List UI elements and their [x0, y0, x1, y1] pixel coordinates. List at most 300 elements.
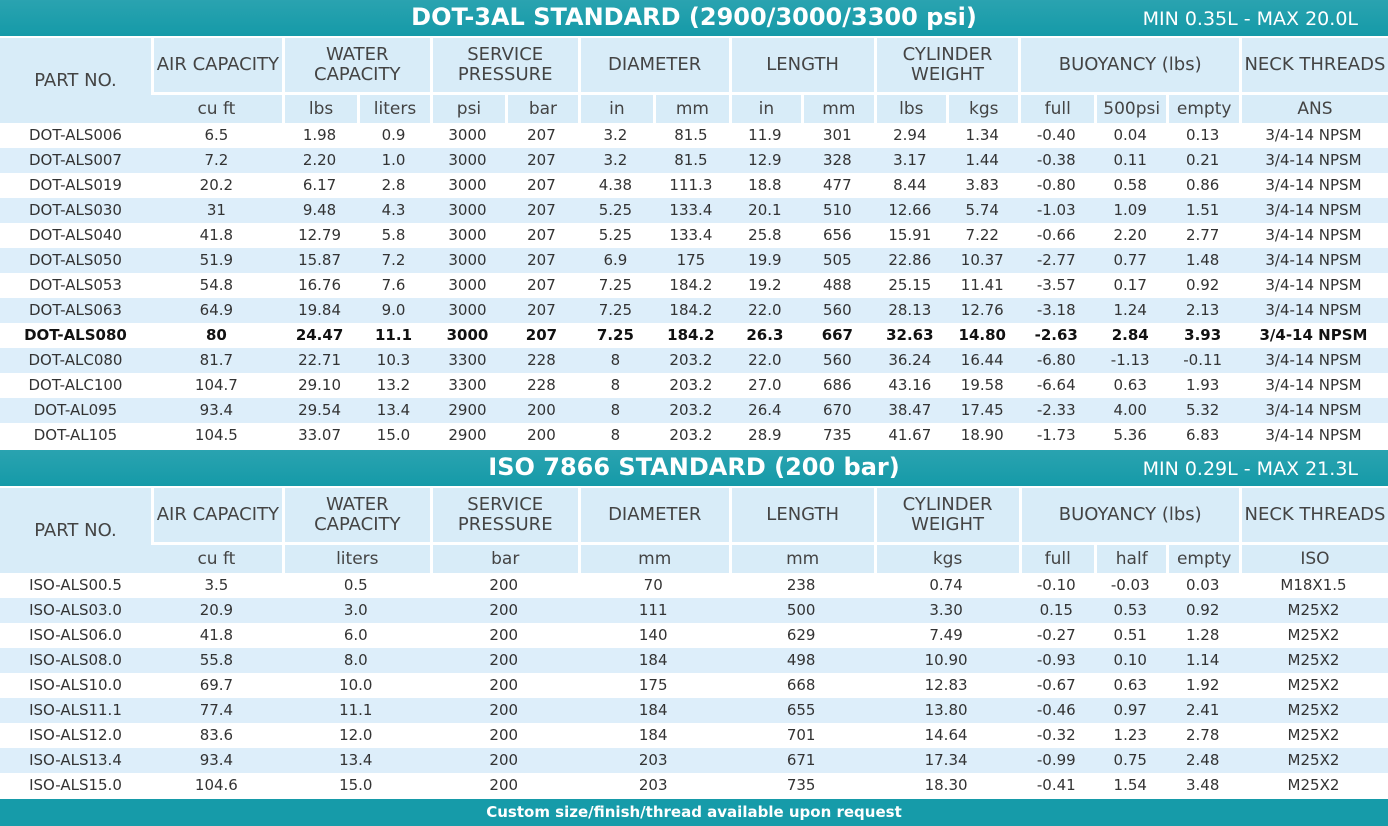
part-number-cell: DOT-AL105: [33, 426, 118, 444]
table-cell: 1.0: [357, 148, 429, 173]
table-cell: -0.93: [1019, 648, 1094, 673]
table-cell: 0.03: [1186, 576, 1220, 594]
unit-header: mm: [801, 92, 873, 123]
table-cell: 8: [578, 398, 653, 423]
table-cell: 3/4-14 NPSM: [1239, 348, 1388, 373]
part-number-cell: ISO-ALS00.5: [29, 576, 122, 594]
table-cell: 200: [489, 776, 519, 794]
table-cell: 5.8: [381, 226, 406, 244]
table-cell: 207: [527, 126, 556, 144]
part-number-cell: DOT-ALS019: [28, 176, 122, 194]
table-cell: 200: [489, 726, 519, 744]
table-cell: 0.04: [1113, 126, 1147, 144]
table-cell: 6.9: [578, 248, 653, 273]
table-row: [0, 698, 1388, 723]
table-cell: 7.25: [596, 326, 634, 344]
table-cell: 2.77: [1185, 226, 1220, 244]
table-cell: 93.4: [151, 748, 282, 773]
table-cell: 498: [729, 648, 874, 673]
table-cell: 1.92: [1186, 676, 1220, 694]
table-cell: 203.2: [669, 426, 713, 444]
table-cell: 22.86: [874, 248, 946, 273]
part-number-cell: ISO-ALS11.1: [0, 698, 151, 723]
table-cell: 207: [505, 148, 577, 173]
table-cell: 64.9: [151, 298, 282, 323]
part-number-cell: ISO-ALS08.0: [0, 648, 151, 673]
header-service-pressure: SERVICE PRESSURE: [430, 488, 578, 542]
table-cell: 1.54: [1113, 776, 1147, 794]
table-row: [0, 273, 1388, 298]
part-number-cell: ISO-ALS10.0: [29, 676, 122, 694]
table-cell: 0.53: [1094, 598, 1166, 623]
table-cell: 184: [578, 698, 729, 723]
table-cell: 5.74: [946, 198, 1018, 223]
table-cell: 3.48: [1186, 776, 1220, 794]
table-cell: 0.5: [343, 576, 368, 594]
table-row: [0, 198, 1388, 223]
table-cell: 0.10: [1094, 648, 1166, 673]
table-row: [0, 773, 1388, 798]
table-cell: 0.86: [1185, 176, 1220, 194]
table-cell: 9.48: [282, 198, 357, 223]
table-cell: 207: [505, 298, 577, 323]
table-cell: -0.66: [1036, 226, 1076, 244]
table-cell: 28.9: [748, 426, 782, 444]
table-cell: 184: [578, 648, 729, 673]
table-cell: 1.24: [1094, 298, 1166, 323]
unit-header: in: [729, 92, 801, 123]
table-cell: 207: [527, 176, 556, 194]
part-number-cell: DOT-ALS006: [28, 126, 122, 144]
table-cell: M18X1.5: [1280, 576, 1347, 594]
table-cell: 70: [643, 576, 663, 594]
part-number-cell: DOT-ALS080: [24, 326, 127, 344]
table-cell: M25X2: [1287, 776, 1340, 794]
table-cell: 200: [489, 626, 519, 644]
table-cell: 656: [823, 226, 852, 244]
unit-header: kgs: [874, 542, 1019, 573]
header-diameter: DIAMETER: [578, 38, 729, 92]
table-cell: 83.6: [199, 726, 234, 744]
table-cell: 1.23: [1113, 726, 1147, 744]
table-cell: 7.25: [578, 298, 653, 323]
table-cell: 31: [151, 198, 282, 223]
table-cell: 3/4-14 NPSM: [1239, 298, 1388, 323]
table-cell: 7.2: [357, 248, 429, 273]
table-row: [0, 598, 1388, 623]
table-cell: 0.77: [1094, 248, 1166, 273]
table-cell: 3/4-14 NPSM: [1265, 426, 1362, 444]
part-number-cell: ISO-ALS15.0: [29, 776, 122, 794]
table-cell: 3000: [448, 276, 487, 294]
table-row: [0, 373, 1388, 398]
table-cell: 33.07: [298, 426, 342, 444]
table-cell: 175: [638, 676, 668, 694]
unit-header: cu ft: [151, 92, 282, 123]
table-cell: 0.15: [1019, 598, 1094, 623]
table-cell: 20.1: [729, 198, 801, 223]
table-cell: 0.97: [1094, 698, 1166, 723]
table-cell: 19.58: [960, 376, 1004, 394]
table-cell: 668: [786, 676, 816, 694]
table-cell: 6.0: [343, 626, 368, 644]
table-cell: 15.91: [888, 226, 932, 244]
table-cell: 27.0: [748, 376, 782, 394]
table-cell: 133.4: [653, 198, 729, 223]
header-water-capacity: WATER CAPACITY: [282, 488, 430, 542]
unit-header: in: [578, 92, 653, 123]
part-number-cell: DOT-ALC100: [28, 376, 123, 394]
table-cell: 10.0: [339, 676, 373, 694]
table-cell: 17.45: [946, 398, 1018, 423]
table-cell: 5.36: [1113, 426, 1147, 444]
table-cell: 1.48: [1166, 248, 1238, 273]
table-cell: 3.0: [282, 598, 430, 623]
unit-header: full: [1018, 92, 1093, 123]
table-cell: 175: [653, 248, 729, 273]
table-cell: 26.4: [729, 398, 801, 423]
unit-header: lbs: [282, 92, 357, 123]
table-cell: 4.38: [598, 176, 633, 194]
table-cell: 111: [578, 598, 729, 623]
table-cell: 228: [527, 376, 556, 394]
table-cell: 19.84: [282, 298, 357, 323]
dot-spec-table: [0, 38, 1388, 448]
table-cell: 81.7: [151, 348, 282, 373]
table-cell: 1.28: [1186, 626, 1220, 644]
table-cell: 2.84: [1111, 326, 1149, 344]
table-cell: 11.41: [960, 276, 1004, 294]
table-cell: -1.13: [1094, 348, 1166, 373]
table-cell: 200: [527, 426, 556, 444]
table-cell: 8: [610, 376, 621, 394]
header-buoyancy: BUOYANCY (lbs): [1018, 38, 1238, 92]
custom-request-footer: Custom size/finish/thread available upon request: [0, 799, 1388, 826]
table-cell: 4.3: [357, 198, 429, 223]
table-cell: 3/4-14 NPSM: [1265, 126, 1362, 144]
unit-header: mm: [653, 92, 729, 123]
table-cell: 2900: [430, 398, 505, 423]
table-cell: 51.9: [151, 248, 282, 273]
table-cell: 3.83: [965, 176, 999, 194]
table-cell: 12.66: [874, 198, 946, 223]
table-cell: 26.3: [746, 326, 784, 344]
table-cell: 184.2: [653, 298, 729, 323]
table-cell: 28.13: [874, 298, 946, 323]
table-cell: 3300: [448, 376, 487, 394]
table-cell: 735: [786, 776, 816, 794]
table-cell: 207: [505, 248, 577, 273]
table-cell: 228: [505, 348, 577, 373]
table-cell: 1.44: [946, 148, 1018, 173]
table-cell: 184.2: [667, 326, 715, 344]
table-cell: 207: [527, 276, 556, 294]
iso-range: MIN 0.29L - MAX 21.3L: [1142, 458, 1358, 480]
table-cell: 667: [821, 326, 853, 344]
table-cell: M25X2: [1239, 648, 1388, 673]
table-cell: 0.75: [1094, 748, 1166, 773]
table-cell: 3000: [448, 226, 487, 244]
table-cell: 200: [505, 398, 577, 423]
header-air-capacity: AIR CAPACITY: [151, 38, 282, 92]
table-cell: 2.20: [1113, 226, 1147, 244]
table-cell: 3/4-14 NPSM: [1239, 198, 1388, 223]
table-cell: 505: [801, 248, 873, 273]
table-cell: 1.93: [1185, 376, 1220, 394]
table-row: [0, 148, 1388, 173]
table-cell: 5.25: [598, 226, 633, 244]
dot-title: DOT-3AL STANDARD (2900/3000/3300 psi): [411, 3, 977, 31]
table-cell: -2.33: [1018, 398, 1093, 423]
unit-header: bar: [430, 542, 578, 573]
header-length: LENGTH: [729, 38, 874, 92]
table-cell: 55.8: [151, 648, 282, 673]
table-cell: 671: [729, 748, 874, 773]
part-number-cell: ISO-ALS06.0: [29, 626, 122, 644]
table-cell: 7.25: [598, 276, 633, 294]
table-cell: 3.93: [1184, 326, 1222, 344]
header-buoyancy: BUOYANCY (lbs): [1019, 488, 1239, 542]
table-cell: 16.76: [298, 276, 342, 294]
table-cell: 7.22: [965, 226, 999, 244]
dot-banner: [0, 0, 1388, 36]
table-cell: 13.4: [282, 748, 430, 773]
table-cell: 701: [786, 726, 816, 744]
table-cell: 81.5: [674, 126, 708, 144]
table-cell: 25.8: [748, 226, 782, 244]
header-water-capacity: WATER CAPACITY: [282, 38, 430, 92]
table-cell: 3/4-14 NPSM: [1265, 176, 1362, 194]
table-cell: 2.13: [1166, 298, 1238, 323]
table-cell: 3.17: [874, 148, 946, 173]
table-cell: 2.41: [1166, 698, 1238, 723]
table-cell: 18.90: [960, 426, 1004, 444]
table-cell: 16.44: [946, 348, 1018, 373]
table-cell: 38.47: [874, 398, 946, 423]
table-cell: 0.21: [1166, 148, 1238, 173]
table-cell: 15.0: [339, 776, 373, 794]
table-cell: 7.49: [929, 626, 963, 644]
table-row: [0, 298, 1388, 323]
table-cell: 14.80: [958, 326, 1006, 344]
table-cell: 12.79: [298, 226, 342, 244]
table-cell: 203.2: [653, 398, 729, 423]
table-cell: -6.64: [1036, 376, 1076, 394]
table-cell: 184: [638, 726, 668, 744]
table-cell: 1.14: [1166, 648, 1238, 673]
table-cell: M25X2: [1239, 598, 1388, 623]
unit-header: mm: [729, 542, 874, 573]
table-row: [0, 673, 1388, 698]
table-cell: 12.9: [729, 148, 801, 173]
header-part-no: PART NO.: [0, 488, 151, 573]
header-cylinder-weight: CYLINDER WEIGHT: [874, 38, 1019, 92]
header-neck-threads: NECK THREADS: [1239, 38, 1388, 92]
table-cell: 203: [578, 748, 729, 773]
table-cell: 203: [638, 776, 668, 794]
table-cell: 200: [430, 648, 578, 673]
unit-header: liters: [282, 542, 430, 573]
part-number-cell: DOT-ALS007: [0, 148, 151, 173]
table-cell: 22.0: [729, 348, 801, 373]
part-number-cell: DOT-ALC080: [0, 348, 151, 373]
table-cell: 1.09: [1094, 198, 1166, 223]
table-row: [0, 648, 1388, 673]
table-cell: 12.76: [946, 298, 1018, 323]
table-cell: M25X2: [1287, 726, 1340, 744]
table-cell: 2900: [448, 426, 487, 444]
unit-header: bar: [505, 92, 577, 123]
table-cell: -0.67: [1036, 676, 1076, 694]
table-cell: -0.27: [1036, 626, 1076, 644]
table-row: [0, 223, 1388, 248]
table-cell: 13.4: [357, 398, 429, 423]
table-cell: 3300: [430, 348, 505, 373]
part-number-cell: DOT-ALS030: [0, 198, 151, 223]
table-cell: 2.8: [381, 176, 406, 194]
table-cell: 17.34: [874, 748, 1019, 773]
table-cell: 3000: [430, 298, 505, 323]
table-row: [0, 423, 1388, 448]
table-cell: -2.63: [1034, 326, 1078, 344]
table-cell: 560: [801, 298, 873, 323]
header-cylinder-weight: CYLINDER WEIGHT: [874, 488, 1019, 542]
table-cell: 1.51: [1166, 198, 1238, 223]
table-cell: -3.18: [1018, 298, 1093, 323]
table-cell: 3/4-14 NPSM: [1259, 326, 1368, 344]
table-cell: M25X2: [1287, 676, 1340, 694]
table-cell: 629: [786, 626, 816, 644]
header-diameter: DIAMETER: [578, 488, 729, 542]
unit-header: 500psi: [1094, 92, 1166, 123]
table-cell: 510: [801, 198, 873, 223]
table-cell: 22.71: [282, 348, 357, 373]
table-cell: 2.94: [893, 126, 927, 144]
table-cell: 200: [430, 748, 578, 773]
dot-table-body: [0, 123, 1388, 448]
iso-banner: [0, 450, 1388, 486]
header-part-no: PART NO.: [0, 38, 151, 123]
table-cell: 12.0: [339, 726, 373, 744]
table-cell: 104.5: [194, 426, 238, 444]
table-cell: 3/4-14 NPSM: [1265, 226, 1362, 244]
table-cell: 6.83: [1185, 426, 1220, 444]
table-cell: 184.2: [669, 276, 713, 294]
table-cell: 25.15: [888, 276, 932, 294]
table-cell: -0.38: [1018, 148, 1093, 173]
unit-header: empty: [1166, 542, 1238, 573]
dot-range: MIN 0.35L - MAX 20.0L: [1142, 8, 1358, 30]
part-number-cell: DOT-AL095: [0, 398, 151, 423]
iso-title: ISO 7866 STANDARD (200 bar): [488, 453, 900, 481]
table-cell: 7.2: [151, 148, 282, 173]
table-cell: 3/4-14 NPSM: [1265, 276, 1362, 294]
table-cell: 18.30: [924, 776, 968, 794]
table-cell: 2.78: [1186, 726, 1220, 744]
table-cell: 0.13: [1185, 126, 1220, 144]
table-cell: -0.41: [1036, 776, 1076, 794]
unit-header: cu ft: [151, 542, 282, 573]
table-cell: 203.2: [669, 376, 713, 394]
header-service-pressure: SERVICE PRESSURE: [430, 38, 578, 92]
part-number-cell: DOT-ALS063: [0, 298, 151, 323]
part-number-cell: DOT-ALS050: [0, 248, 151, 273]
part-number-cell: DOT-ALS053: [28, 276, 122, 294]
table-cell: 22.0: [729, 298, 801, 323]
table-cell: 13.2: [376, 376, 411, 394]
table-cell: M25X2: [1239, 748, 1388, 773]
table-row: [0, 348, 1388, 373]
table-cell: 41.8: [199, 626, 234, 644]
table-cell: 488: [823, 276, 852, 294]
table-cell: 3/4-14 NPSM: [1239, 398, 1388, 423]
table-cell: -0.99: [1019, 748, 1094, 773]
table-row: [0, 173, 1388, 198]
table-cell: 8: [610, 426, 621, 444]
table-cell: 200: [489, 676, 519, 694]
table-cell: 1.98: [302, 126, 337, 144]
header-air-capacity: AIR CAPACITY: [151, 488, 282, 542]
table-cell: 3.5: [204, 576, 229, 594]
table-cell: 0.11: [1094, 148, 1166, 173]
table-cell: 6.17: [302, 176, 337, 194]
table-cell: 32.63: [886, 326, 934, 344]
table-cell: 0.63: [1113, 376, 1147, 394]
table-cell: 200: [430, 598, 578, 623]
table-cell: 3000: [430, 198, 505, 223]
table-cell: 140: [638, 626, 668, 644]
table-cell: -0.03: [1110, 576, 1150, 594]
table-cell: 36.24: [874, 348, 946, 373]
table-cell: 200: [489, 576, 519, 594]
table-cell: 670: [801, 398, 873, 423]
table-cell: 41.8: [199, 226, 234, 244]
table-cell: -0.32: [1036, 726, 1076, 744]
table-cell: 19.2: [748, 276, 782, 294]
table-cell: 93.4: [151, 398, 282, 423]
table-cell: 735: [823, 426, 852, 444]
table-cell: 19.9: [729, 248, 801, 273]
table-cell: 655: [729, 698, 874, 723]
table-cell: 3.2: [603, 126, 628, 144]
table-cell: 29.10: [298, 376, 342, 394]
table-cell: 1.34: [965, 126, 999, 144]
table-row: [0, 573, 1388, 598]
table-cell: 13.80: [874, 698, 1019, 723]
table-cell: 4.00: [1094, 398, 1166, 423]
table-cell: 15.87: [282, 248, 357, 273]
table-cell: 24.47: [295, 326, 344, 344]
unit-header: empty: [1166, 92, 1238, 123]
table-cell: 10.3: [357, 348, 429, 373]
table-row: [0, 623, 1388, 648]
table-cell: 207: [527, 226, 556, 244]
table-cell: 7.6: [381, 276, 406, 294]
table-cell: 69.7: [199, 676, 234, 694]
table-cell: 10.37: [946, 248, 1018, 273]
table-cell: 3000: [446, 326, 489, 344]
table-cell: 203.2: [653, 348, 729, 373]
table-row: [0, 323, 1388, 348]
table-row: [0, 748, 1388, 773]
table-cell: -0.11: [1166, 348, 1238, 373]
table-cell: 0.9: [381, 126, 406, 144]
table-cell: 8.0: [282, 648, 430, 673]
table-cell: 81.5: [653, 148, 729, 173]
part-number-cell: ISO-ALS03.0: [0, 598, 151, 623]
table-cell: 111.3: [669, 176, 713, 194]
table-cell: 207: [505, 198, 577, 223]
